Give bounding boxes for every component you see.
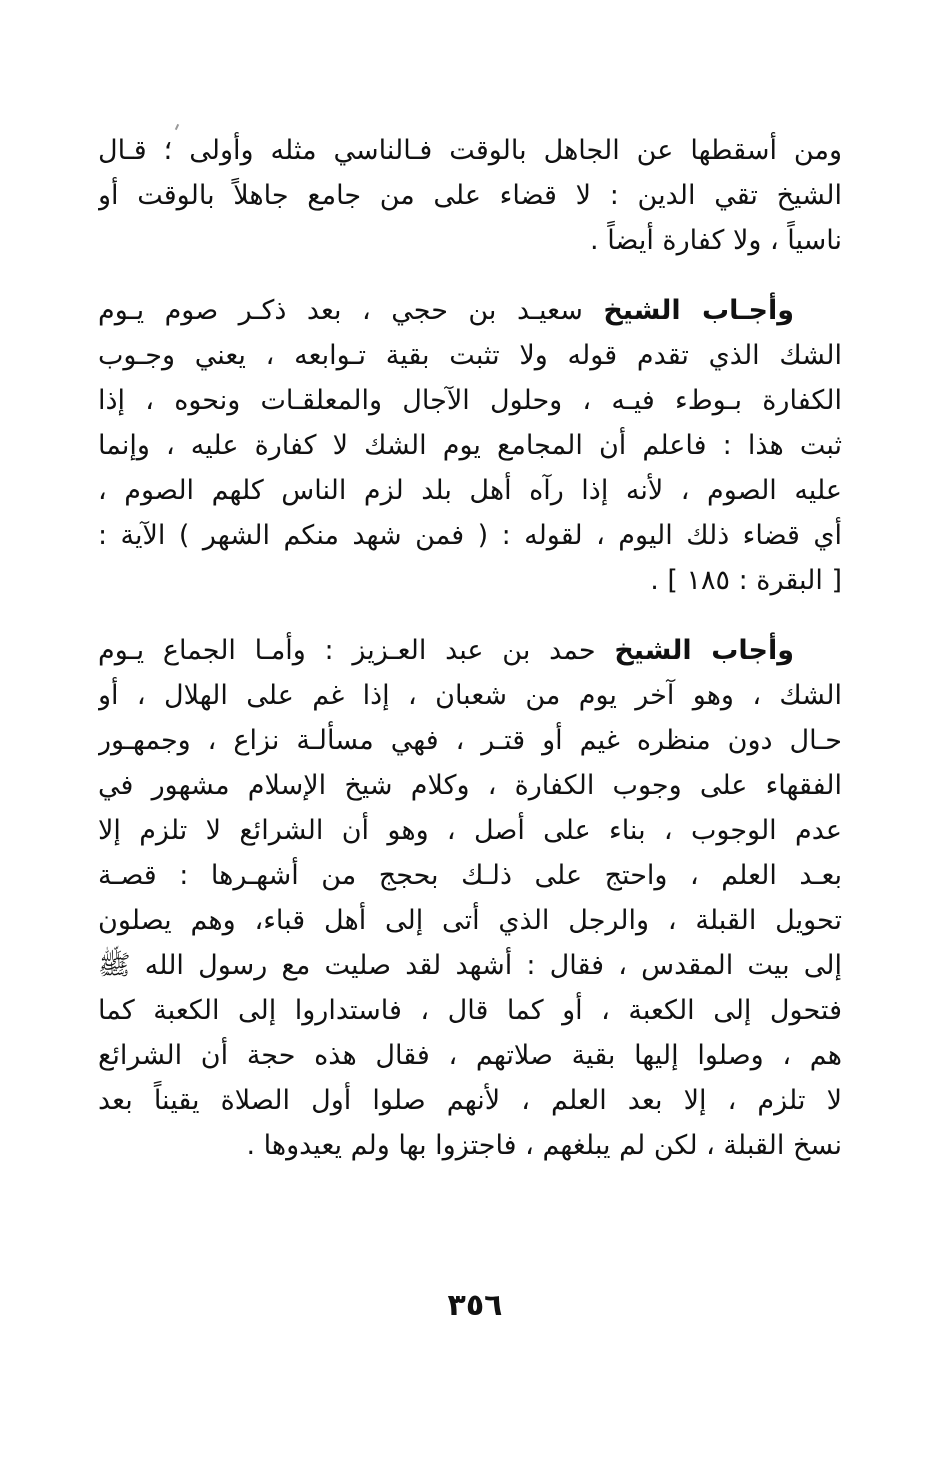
text-line: عليه الصوم ، لأنه إذا رآه أهل بلد لزم الناس كلهم الصوم ، [98,475,842,506]
text-line: الكفارة بـوطء فيـه ، وحلول الآجال والمعلقـات ونحوه ، إذا [98,385,842,416]
text-line: نسخ القبلة ، لكن لم يبلغهم ، فاجتزوا بها ولم يعيدوها . [246,1130,842,1161]
page-body [98,128,842,1168]
text-line: تحويل القبلة ، والرجل الذي أتى إلى أهل قباء، وهم يصلون [98,905,842,936]
paragraph-1 [98,128,842,263]
text-line: فتحول إلى الكعبة ، أو كما قال ، فاستداروا إلى الكعبة كما [98,995,842,1026]
speaker-lead: وأجاب الشيخ [614,635,795,666]
text-line: لا تلزم ، إلا بعد العلم ، لأنهم صلوا أول الصلاة يقيناً بعد [98,1085,842,1116]
text-line: عدم الوجوب ، بناء على أصل ، وهو أن الشرائع لا تلزم إلا [98,815,842,846]
text-line: الشك ، وهو آخر يوم من شعبان ، إذا غم على الهلال ، أو [98,680,842,711]
text-line: الشك الذي تقدم قوله ولا تثبت بقية تـوابعه ، يعني وجـوب [98,340,842,371]
text-line: حـال دون منظره غيم أو قتـر ، فهي مسألـة نزاع ، وجمهـور [98,725,842,756]
paragraph-3 [98,628,842,1168]
text-line: [ البقرة : ١٨٥ ] . [650,565,842,596]
line-text: حمد بن عبد العـزيز : وأمـا الجماع يـوم [98,635,596,666]
text-line: ثبت هذا : فاعلم أن المجامع يوم الشك لا كفارة عليه ، وإنما [98,430,842,461]
page-number: ٣٥٦ [447,1288,503,1323]
text-line [98,628,842,673]
text-line: الفقهاء على وجوب الكفارة ، وكلام شيخ الإسلام مشهور في [98,770,842,801]
text-line: هم ، وصلوا إليها بقية صلاتهم ، فقال هذه حجة أن الشرائع [98,1040,842,1071]
text-line: ومن أسقطها عن الجاهل بالوقت فـالناسي مثله وأولى ؛ قـال [98,135,842,166]
text-line: بعـد العلم ، واحتج على ذلـك بحجج من أشهـرها : قصـة [98,860,842,891]
text-line: أي قضاء ذلك اليوم ، لقوله : ( فمن شهد منكم الشهر ) الآية : [98,520,842,551]
text-line: ناسياً ، ولا كفارة أيضاً . [590,225,842,256]
text-line [98,288,842,333]
speaker-lead: وأجـاب الشيخ [603,295,794,326]
paragraph-2 [98,288,842,603]
text-line: الشيخ تقي الدين : لا قضاء على من جامع جاهلاً بالوقت أو [98,180,842,211]
text-line: إلى بيت المقدس ، فقال : أشهد لقد صليت مع رسول الله ﷺ [98,950,842,981]
line-text: سعيـد بن حجي ، بعد ذكـر صوم يـوم [98,295,583,326]
